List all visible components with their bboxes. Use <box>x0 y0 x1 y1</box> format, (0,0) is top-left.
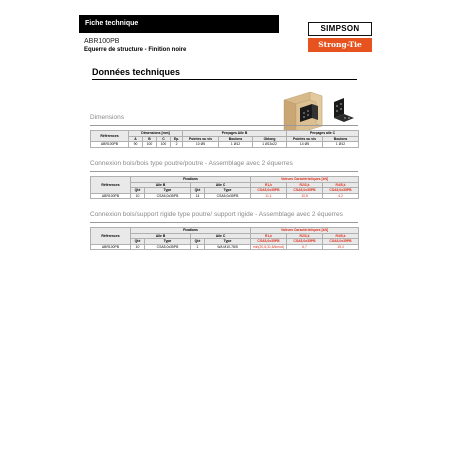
table-cell: 10 <box>131 244 145 250</box>
beam-beam-heading: Connexion bois/bois type poutre/poutre - Assemblage avec 2 équerres <box>90 160 293 167</box>
dimensions-heading: Dimensions <box>90 114 124 121</box>
br-col-ref: Références <box>91 228 131 245</box>
table-cell: 100 <box>157 142 171 148</box>
table-cell: 1 Ø12 <box>219 142 253 148</box>
dim-sub-header: Ep. <box>171 136 183 142</box>
table-cell: 6,7 <box>287 244 323 250</box>
bb-sub-value-header: CSA5,0x35PB <box>251 188 287 194</box>
dimensions-table <box>90 130 359 148</box>
br-col-fix: Fixations <box>131 228 251 234</box>
dim-col-ref: Références <box>91 131 129 142</box>
bb-symbol: R2/3,k <box>287 182 323 188</box>
mounted-bracket-side <box>312 104 318 120</box>
dim-sub-header: Boulons <box>323 136 359 142</box>
table-cell: 15,4 <box>323 244 359 250</box>
doc-type-label: Fiche technique <box>85 20 139 27</box>
br-sub-value-header: CSA5,0x35PB <box>251 239 287 245</box>
table-row <box>91 193 359 199</box>
dim-col-dims: Dimensions [mm] <box>129 131 183 137</box>
br-sub-value-header: CSA5,0x35PB <box>323 239 359 245</box>
brand-logo-strongtie: Strong-Tie <box>308 38 372 52</box>
bb-col-ref: Références <box>91 177 131 194</box>
dim-sub-header: B <box>143 136 157 142</box>
table-cell: 4,2 <box>323 193 359 199</box>
beam-left-face <box>284 100 296 134</box>
table-cell: ABR100PB <box>91 142 129 148</box>
table-row <box>91 244 359 250</box>
dim-col-wing-b: Perçages Aile B <box>183 131 287 137</box>
section-title: Données techniques <box>92 67 181 77</box>
table-row <box>91 142 359 148</box>
table-cell: min(20,6;31,6/kmod) <box>251 244 287 250</box>
table-cell: CSA5,0x35PB <box>145 244 191 250</box>
beam-beam-table <box>90 176 359 199</box>
bb-col-values: Valeurs Caractéristiques [kN] <box>251 177 359 183</box>
bb-sub-value-header: CSA5,0x35PB <box>287 188 323 194</box>
bb-sub-header: Type <box>145 188 191 194</box>
dimensions-rule <box>90 125 358 126</box>
dim-col-wing-c: Perçages aile C <box>287 131 359 137</box>
bb-col-wing-b: Aile B <box>131 182 191 188</box>
beam-rigid-heading: Connexion bois/support rigide type poutre/ support rigide - Assemblage avec 2 équerres <box>90 211 343 218</box>
br-sub-header: Type <box>145 239 191 245</box>
beam-rigid-rule <box>90 222 358 223</box>
br-symbol: R1,k <box>251 233 287 239</box>
header-rule <box>79 32 279 33</box>
product-image <box>282 86 357 136</box>
table-cell: 100 <box>143 142 157 148</box>
br-sub-header: Qté <box>131 239 145 245</box>
table-cell: ABR100PB <box>91 244 131 250</box>
table-cell: 90 <box>129 142 143 148</box>
bb-col-fix: Fixations <box>131 177 251 183</box>
bb-sub-header: Qté <box>131 188 145 194</box>
br-sub-header: Qté <box>191 239 205 245</box>
table-cell: 11,1 <box>251 193 287 199</box>
bb-symbol: R4/5,k <box>323 182 359 188</box>
table-cell: 1 Ø12 <box>323 142 359 148</box>
dim-sub-header: Oblong <box>253 136 287 142</box>
table-cell: 2 <box>171 142 183 148</box>
product-subtitle: Equerre de structure - Finition noire <box>84 47 187 53</box>
bb-sub-header: Type <box>205 188 251 194</box>
br-sub-value-header: CSA5,0x35PB <box>287 239 323 245</box>
table-cell: 10,8 <box>287 193 323 199</box>
bb-sub-header: Qté <box>191 188 205 194</box>
table-cell: 10 <box>131 193 145 199</box>
br-col-wing-b: Aile B <box>131 233 191 239</box>
doc-type-banner <box>79 15 279 32</box>
br-symbol: R4/5,k <box>323 233 359 239</box>
dim-sub-header: Boulons <box>219 136 253 142</box>
dim-sub-header: A <box>129 136 143 142</box>
beam-rigid-table <box>90 227 359 250</box>
br-symbol: R2/3,k <box>287 233 323 239</box>
table-cell: 14 Ø5 <box>287 142 323 148</box>
bb-col-wing-c: Aile C <box>191 182 251 188</box>
table-cell: CSA5,0x35PB <box>145 193 191 199</box>
table-cell: 1 <box>191 244 205 250</box>
bb-symbol: R1,k <box>251 182 287 188</box>
br-col-values: Valeurs Caractéristiques [kN] <box>251 228 359 234</box>
section-rule <box>92 79 357 80</box>
dim-sub-header: Pointes ou vis <box>287 136 323 142</box>
table-cell: 10 Ø5 <box>183 142 219 148</box>
table-cell: ABR100PB <box>91 193 131 199</box>
product-reference: ABR100PB <box>84 38 120 45</box>
brand-logo-simpson: SIMPSON <box>308 22 372 36</box>
beam-beam-rule <box>90 171 358 172</box>
br-col-wing-c: Aile C <box>191 233 251 239</box>
table-cell: 14 <box>191 193 205 199</box>
bb-sub-value-header: CSA5,0x35PB <box>323 188 359 194</box>
br-sub-header: Type <box>205 239 251 245</box>
dim-sub-header: Pointes ou vis <box>183 136 219 142</box>
table-cell: CSA5,0x35PB <box>205 193 251 199</box>
dim-sub-header: C <box>157 136 171 142</box>
table-cell: WA M10-78/5 <box>205 244 251 250</box>
table-cell: 1 Ø13x22 <box>253 142 287 148</box>
